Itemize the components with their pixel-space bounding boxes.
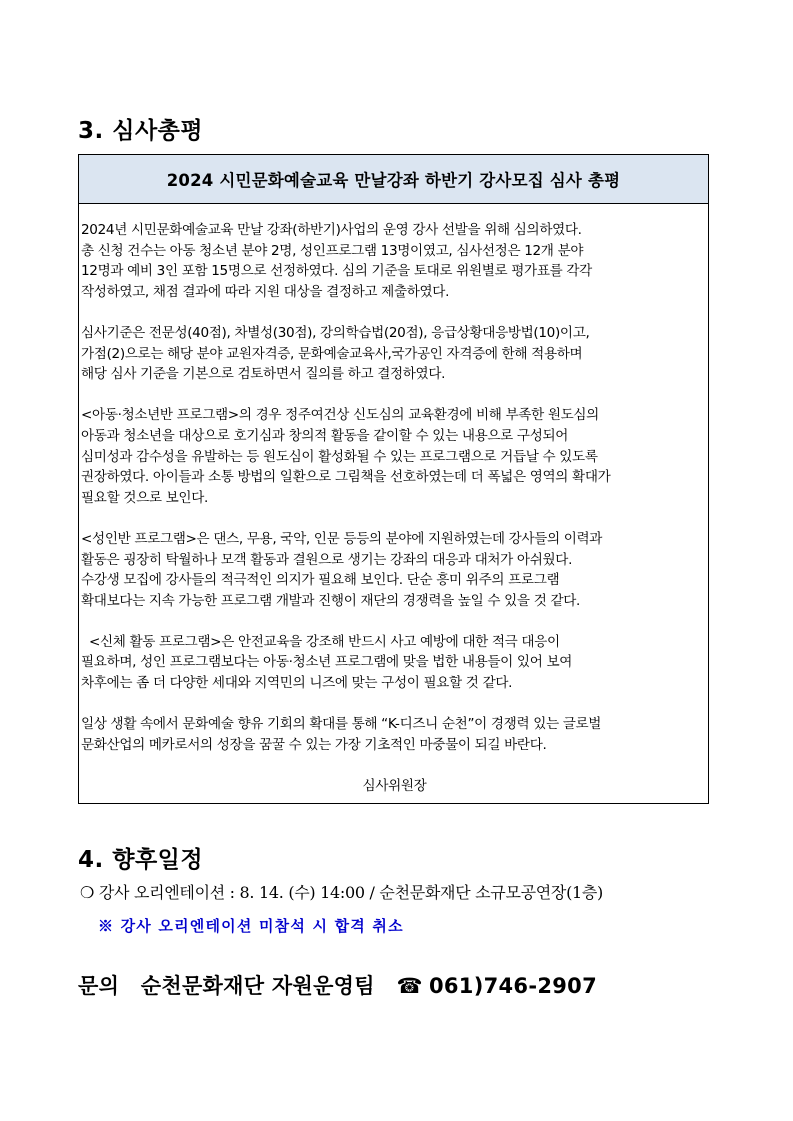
review-line: 문화산업의 메카로서의 성장을 꿈꿀 수 있는 가장 기초적인 마중물이 되길 바란다.	[81, 736, 547, 753]
review-paragraph	[81, 405, 708, 508]
contact-team: 순천문화재단 자원운영팀	[140, 974, 375, 998]
contact-phone: 061)746-2907	[428, 974, 597, 998]
review-line: 총 신청 건수는 아동 청소년 분야 2명, 성인프로그램 13명이였고, 심사선정은 12개 분야	[81, 242, 584, 259]
review-line: 2024년 시민문화예술교육 만날 강좌(하반기)사업의 운영 강사 선발을 위해 심의하였다.	[81, 222, 582, 238]
review-summary-box	[78, 154, 709, 804]
review-line: 작성하였고, 채점 결과에 따라 지원 대상을 결정하고 제출하였다.	[81, 283, 450, 300]
review-paragraph	[81, 632, 708, 694]
review-box-header: 2024 시민문화예술교육 만날강좌 하반기 강사모집 심사 총평	[79, 155, 708, 204]
review-box-body	[79, 204, 708, 797]
review-line: 가점(2)으로는 해당 분야 교원자격증, 문화예술교육사,국가공인 자격증에 한해 적용하며	[81, 345, 583, 362]
review-line: 권장하였다. 아이들과 소통 방법의 일환으로 그림책을 선호하였는데 더 폭넓은 영역의 확대가	[81, 469, 611, 486]
contact-line	[78, 970, 611, 1000]
review-line: 필요하며, 성인 프로그램보다는 아동·청소년 프로그램에 맞을 법한 내용들이 있어 보여	[81, 654, 573, 671]
orientation-notice: ※ 강사 오리엔테이션 미참석 시 합격 취소	[98, 917, 404, 935]
review-line: 수강생 모집에 강사들의 적극적인 의지가 필요해 보인다. 단순 흥미 위주의 프로그램	[81, 572, 560, 589]
section-3-title: 3. 심사총평	[78, 118, 204, 144]
review-line: 활동은 굉장히 탁월하나 모객 활동과 결원으로 생기는 강좌의 대응과 대처가 아쉬웠다.	[81, 551, 573, 568]
review-line: <성인반 프로그램>은 댄스, 무용, 국악, 인문 등등의 분야에 지원하였는데 강사들의 이력과	[81, 530, 603, 547]
review-paragraph	[81, 529, 708, 611]
review-paragraph	[81, 323, 708, 385]
section-4-title: 4. 향후일정	[78, 847, 204, 873]
review-paragraph	[81, 714, 708, 755]
review-line: <신체 활동 프로그램>은 안전교육을 강조해 반드시 사고 예방에 대한 적극 대응이	[81, 633, 560, 650]
contact-label: 문의	[78, 974, 120, 998]
review-paragraph	[81, 220, 708, 302]
review-line: 아동과 청소년을 대상으로 호기심과 창의적 활동을 같이할 수 있는 내용으로 구성되어	[81, 427, 569, 444]
review-signature: 심사위원장	[362, 778, 427, 795]
schedule-item	[80, 880, 603, 903]
review-line: <아동·청소년반 프로그램>의 경우 정주여건상 신도심의 교육환경에 비해 부족한 원도심의	[81, 407, 599, 424]
bullet-icon: ❍	[80, 883, 95, 902]
review-line: 해당 심사 기준을 기본으로 검토하면서 질의를 하고 결정하였다.	[81, 366, 446, 383]
review-line: 심미성과 감수성을 유발하는 등 원도심이 활성화될 수 있는 프로그램으로 거듭날 수 있도록	[81, 448, 598, 465]
review-line: 확대보다는 지속 가능한 프로그램 개발과 진행이 재단의 경쟁력을 높일 수 있을 것 같다.	[81, 592, 580, 609]
review-line: 일상 생활 속에서 문화예술 향유 기회의 확대를 통해 “K-디즈니 순천”이 경쟁력 있는 글로벌	[81, 716, 602, 733]
schedule-text: 강사 오리엔테이션 : 8. 14. (수) 14:00 / 순천문화재단 소규모공연장(1층)	[98, 883, 604, 902]
review-line: 12명과 예비 3인 포함 15명으로 선정하였다. 심의 기준을 토대로 위원별로 평가표를 각각	[81, 263, 592, 280]
phone-icon: ☎	[396, 974, 423, 998]
review-line: 필요할 것으로 보인다.	[81, 489, 208, 506]
review-line: 심사기준은 전문성(40점), 차별성(30점), 강의학습법(20점), 응급상황대응방법(10)이고,	[81, 324, 590, 341]
review-line: 차후에는 좀 더 다양한 세대와 지역민의 니즈에 맞는 구성이 필요할 것 같다.	[81, 675, 513, 692]
